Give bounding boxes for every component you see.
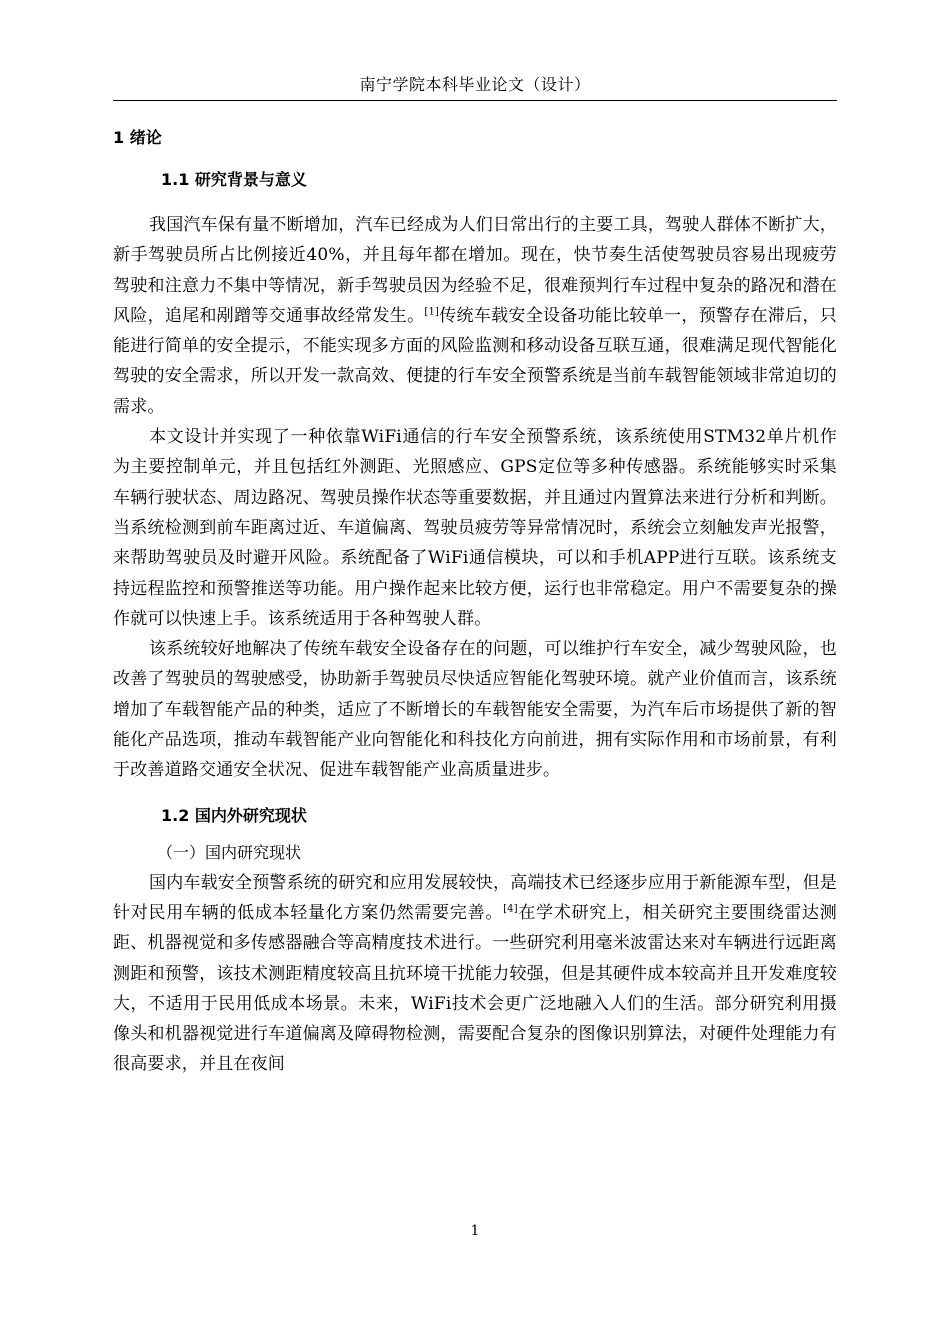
- chapter-heading: 1 绪论: [113, 128, 162, 147]
- body-content: [113, 122, 837, 1080]
- running-header: 南宁学院本科毕业论文（设计）: [359, 75, 591, 94]
- paragraph-background-2: 本文设计并实现了一种依靠WiFi通信的行车安全预警系统，该系统使用STM32单片机作为主要控制单元，并且包括红外测距、光照感应、GPS定位等多种传感器。系统能够实时采集车辆行驶状态、周边路况、驾驶员操作状态等重要数据，并且通过内置算法来进行分析和判断。当系统检测到前车距离过近、车道偏离、驾驶员疲劳等异常情况时，系统会立刻触发声光报警，来帮助驾驶员及时避开风险。系统配备了WiFi通信模块，可以和手机APP进行互联。该系统支持远程监控和预警推送等功能。用户操作起来比较方便，运行也非常稳定。用户不需要复杂的操作就可以快速上手。该系统适用于各种驾驶人群。: [113, 427, 837, 629]
- paragraph-background-3: 该系统较好地解决了传统车载安全设备存在的问题，可以维护行车安全，减少驾驶风险，也改善了驾驶员的驾驶感受，协助新手驾驶员尽快适应智能化驾驶环境。就产业价值而言，该系统增加了车载智能产品的种类，适应了不断增长的车载智能安全需要，为汽车后市场提供了新的智能化产品选项，推动车载智能产业向智能化和科技化方向前进，拥有实际作用和市场前景，有利于改善道路交通安全状况、促进车载智能产业高质量进步。: [113, 639, 837, 781]
- section-heading-1-2: 1.2 国内外研究现状: [161, 805, 307, 825]
- paragraph-background-1: [113, 210, 837, 422]
- paragraph-text: 我国汽车保有量不断增加，汽车已经成为人们日常出行的主要工具，驾驶人群体不断扩大，新手驾驶员所占比例接近40%，并且每年都在增加。现在，快节奏生活使驾驶员容易出现疲劳驾驶和注意力不集中等情况，新手驾驶员因为经验不足，很难预判行车过程中复杂的路况和潜在风险，追尾和剐蹭等交通事故经常发生。: [113, 215, 837, 326]
- paragraph-text: 在学术研究上，相关研究主要围绕雷达测距、机器视觉和多传感器融合等高精度技术进行。一些研究利用毫米波雷达来对车辆进行远距离测距和预警，该技术测距精度较高且抗环境干扰能力较强，但是其硬件成本较高并且开发难度较大，不适用于民用低成本场景。未来，WiFi技术会更广泛地融入人们的生活。部分研究利用摄像头和机器视觉进行车道偏离及障碍物检测，需要配合复杂的图像识别算法，对硬件处理能力有很高要求，并且在夜间: [113, 902, 837, 1075]
- paragraph-text: 传统车载安全设备功能比较单一，预警存在滞后，只能进行简单的安全提示，不能实现多方面的风险监测和移动设备互联互通，很难满足现代智能化驾驶的安全需求，所以开发一款高效、便捷的行车安全预警系统是当前车载智能领域非常迫切的需求。: [113, 305, 837, 417]
- citation-ref: [1]: [424, 306, 440, 318]
- paragraph-text: 国内车载安全预警系统的研究和应用发展较快，高端技术已经逐步应用于新能源车型，但是针对民用车辆的低成本轻量化方案仍然需要完善。: [113, 872, 837, 923]
- header-rule: [113, 100, 837, 101]
- section-heading-1-1: 1.1 研究背景与意义: [161, 170, 307, 189]
- subsection-heading-domestic: （一）国内研究现状: [157, 842, 302, 862]
- paragraph-domestic-1: [113, 868, 837, 1080]
- citation-ref: [4]: [503, 903, 518, 915]
- page-number: 1: [470, 1223, 480, 1239]
